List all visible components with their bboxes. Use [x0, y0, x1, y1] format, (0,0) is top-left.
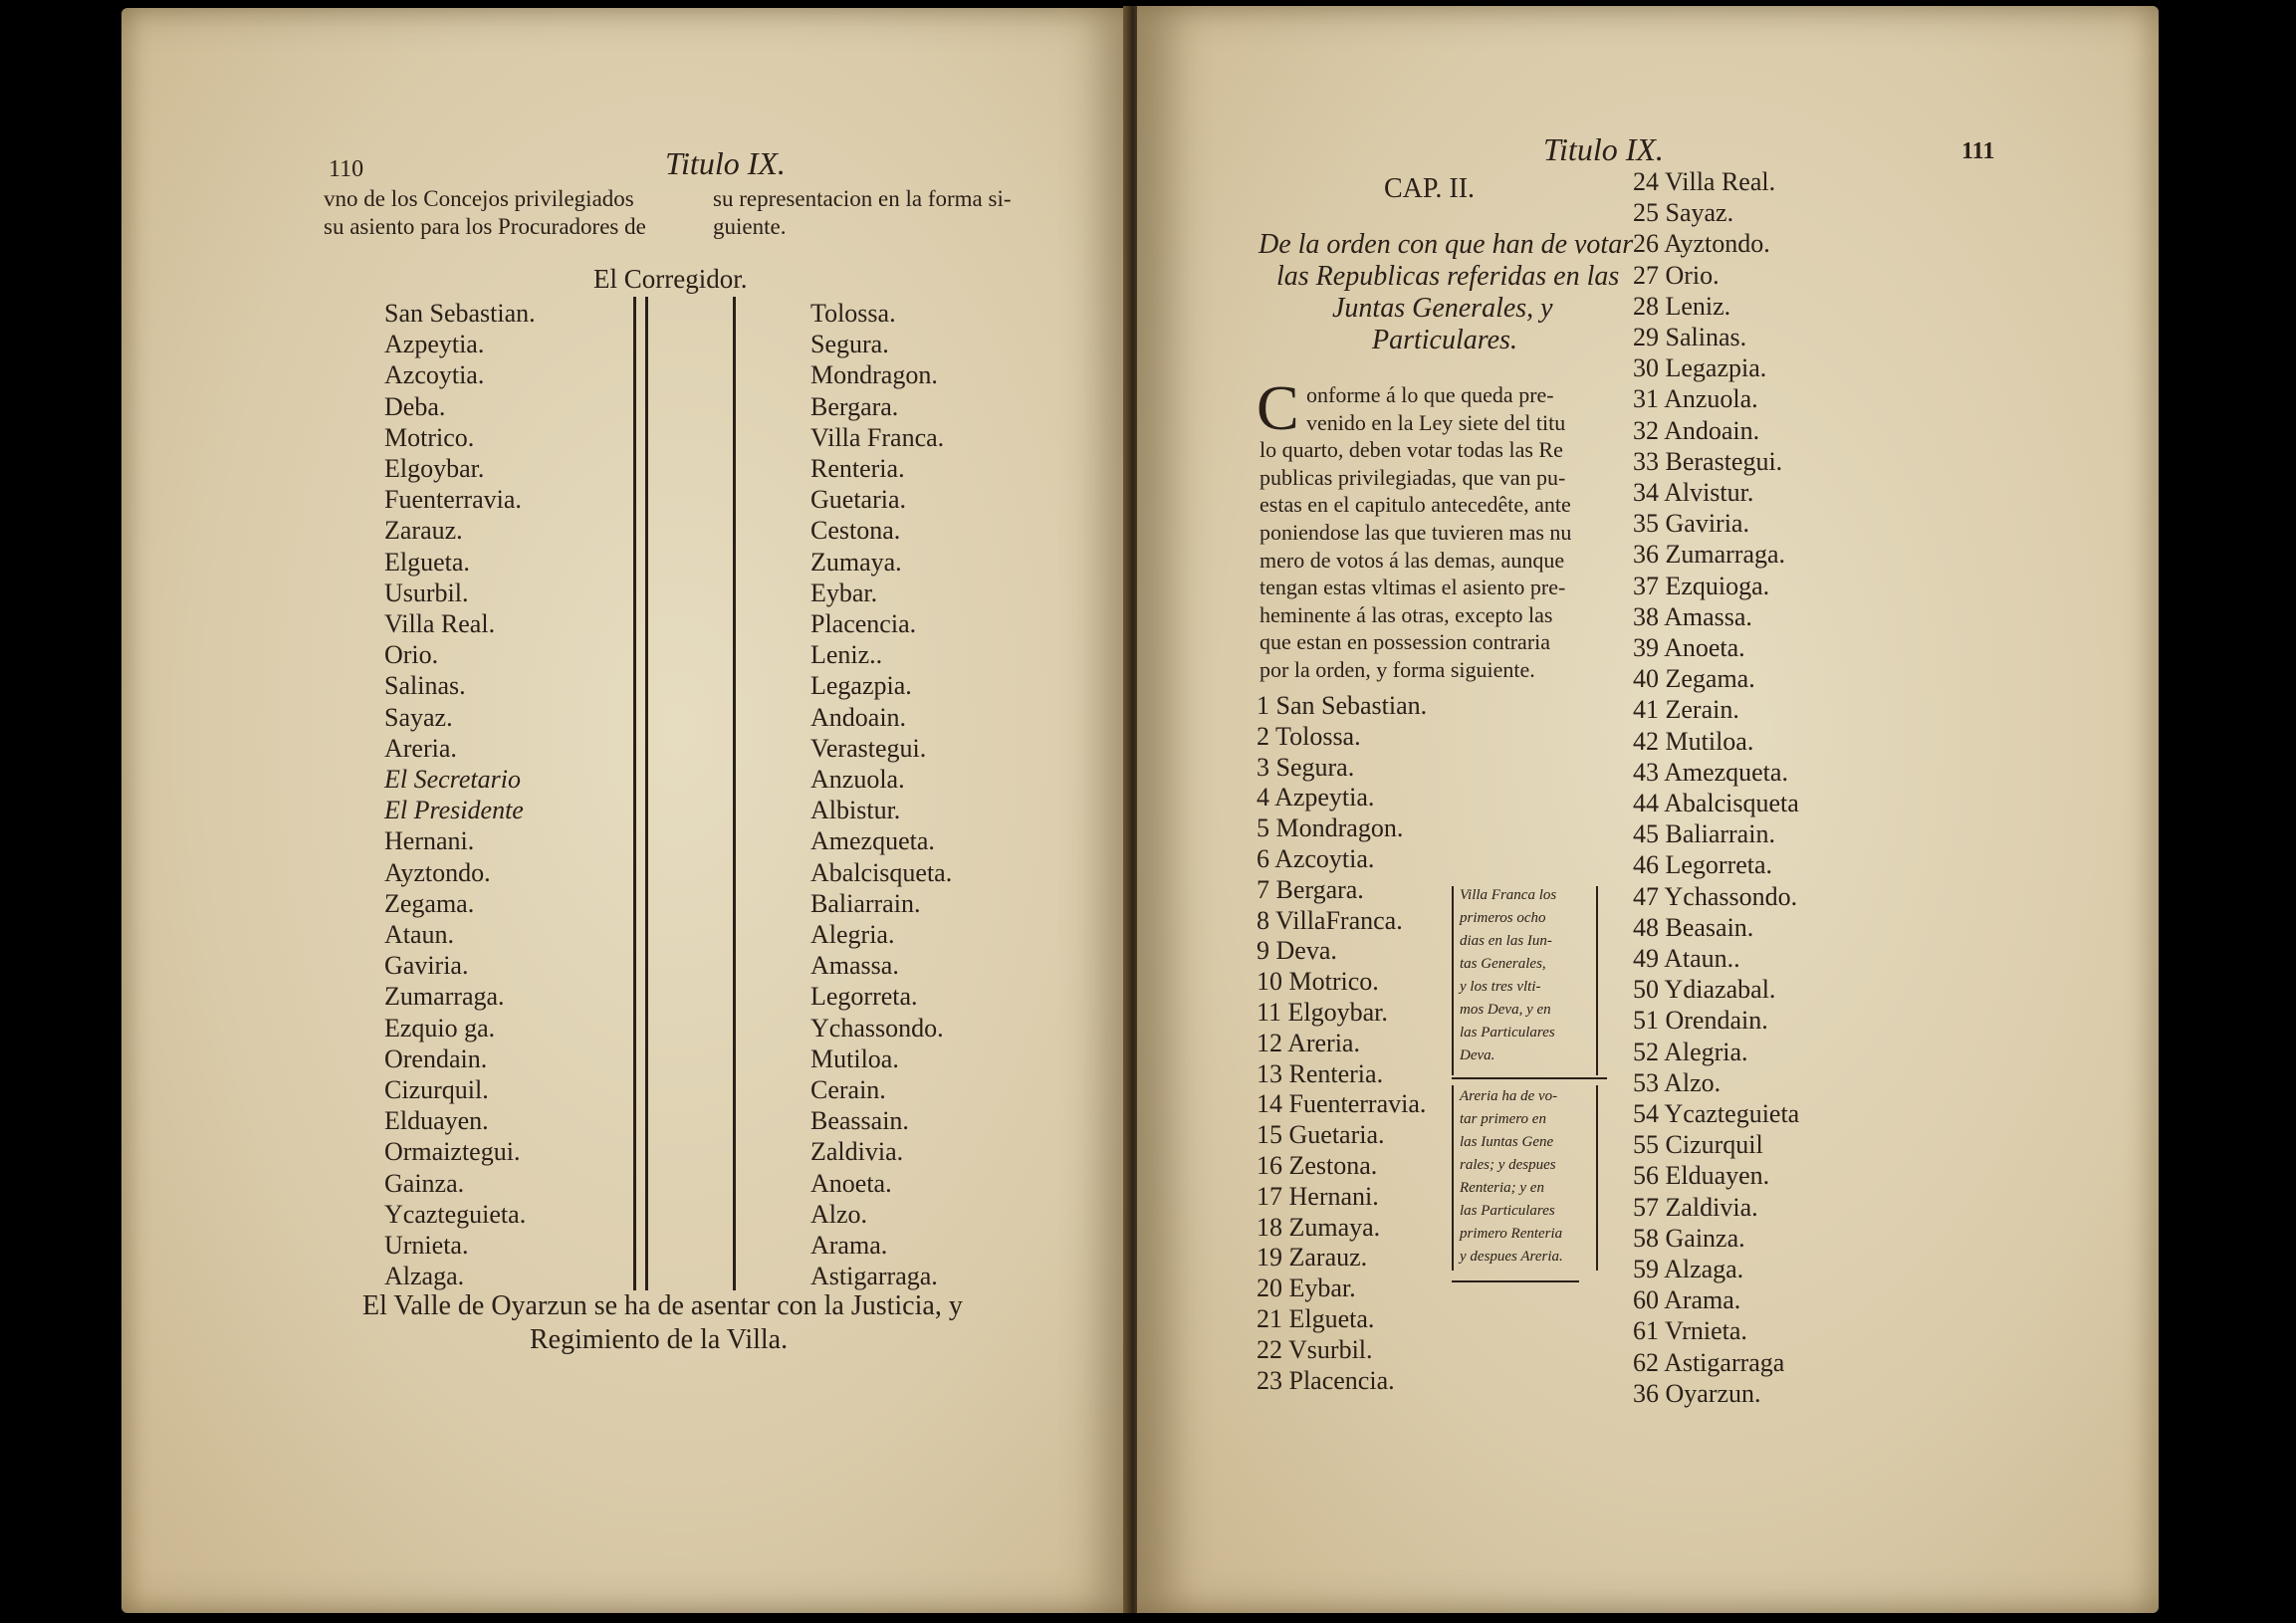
list-item: Areria.	[384, 733, 457, 763]
list-item: 31 Anzuola.	[1633, 384, 1758, 414]
list-item: Albistur.	[810, 796, 901, 825]
margin-note-areria	[1460, 1085, 1563, 1269]
body-line: poniendose las que tuvieren mas nu	[1260, 520, 1572, 545]
list-item: 43 Amezqueta.	[1633, 757, 1788, 787]
list-item: Amassa.	[810, 951, 899, 981]
list-item: Zumarraga.	[384, 982, 505, 1012]
list-item: 55 Cizurquil	[1633, 1130, 1763, 1160]
list-item: 50 Ydiazabal.	[1633, 975, 1776, 1005]
column-rule	[633, 297, 636, 1290]
chapter-title-line: las Republicas referidas en las	[1276, 261, 1620, 292]
chapter-title-line: Juntas Generales, y	[1332, 293, 1553, 324]
list-item: 24 Villa Real.	[1633, 167, 1776, 196]
note-line: y los tres vlti-	[1460, 979, 1541, 995]
margin-note-villafranca	[1460, 884, 1556, 1067]
list-item: Zumaya.	[810, 547, 902, 577]
list-item: 32 Andoain.	[1633, 415, 1760, 445]
list-item: El Secretario	[384, 765, 521, 794]
list-item: 18 Zumaya.	[1257, 1212, 1381, 1242]
intro-line: guiente.	[713, 214, 787, 239]
list-item: Ychassondo.	[810, 1013, 944, 1043]
note-line: Deva.	[1460, 1047, 1495, 1063]
body-line: lo quarto, deben votar todas las Re	[1260, 437, 1563, 463]
list-item: Legazpia.	[810, 671, 912, 701]
column-rule	[733, 297, 736, 1290]
list-item: 41 Zerain.	[1633, 695, 1739, 725]
list-item: 20 Eybar.	[1257, 1274, 1356, 1303]
list-item: Anzuola.	[810, 765, 905, 794]
list-item: Amezqueta.	[810, 826, 935, 856]
footer-line: El Valle de Oyarzun se ha de asentar con la Justicia, y	[362, 1290, 963, 1321]
list-item: 54 Ycazteguieta	[1633, 1099, 1800, 1128]
list-item: 36 Zumarraga.	[1633, 540, 1786, 570]
list-item: 14 Fuenterravia.	[1257, 1089, 1427, 1119]
list-item: 46 Legorreta.	[1633, 850, 1773, 880]
note-rule	[1452, 886, 1454, 1075]
note-line: Villa Franca los	[1460, 887, 1557, 903]
note-line: Renteria; y en	[1460, 1180, 1544, 1196]
list-item: Beassain.	[810, 1106, 909, 1136]
list-item: 45 Baliarrain.	[1633, 819, 1775, 849]
note-line: las Particulares	[1460, 1025, 1555, 1041]
list-item: 57 Zaldivia.	[1633, 1192, 1758, 1222]
list-item: 29 Salinas.	[1633, 323, 1747, 351]
list-item: 9 Deva.	[1257, 936, 1337, 966]
list-item: 8 VillaFranca.	[1257, 905, 1403, 935]
list-item: 42 Mutiloa.	[1633, 726, 1754, 756]
note-line: tas Generales,	[1460, 956, 1546, 972]
list-item: Mutiloa.	[810, 1043, 899, 1073]
list-item: Tolossa.	[810, 299, 896, 328]
list-item: 17 Hernani.	[1257, 1181, 1379, 1211]
list-item: Guetaria.	[810, 485, 907, 515]
note-line: Areria ha de vo-	[1460, 1088, 1558, 1104]
body-line: por la orden, y forma siguiente.	[1260, 657, 1535, 682]
list-item: Gaviria.	[384, 951, 469, 981]
note-rule	[1452, 1077, 1607, 1079]
list-item: 61 Vrnieta.	[1633, 1316, 1747, 1346]
list-item: 2 Tolossa.	[1257, 721, 1361, 751]
list-item: Fuenterravia.	[384, 485, 522, 515]
list-item: Salinas.	[384, 671, 466, 701]
note-line: las Iuntas Gene	[1460, 1134, 1554, 1150]
list-item: Verastegui.	[810, 733, 927, 763]
note-rule	[1452, 1280, 1579, 1282]
list-item: 10 Motrico.	[1257, 967, 1379, 997]
note-line: las Particulares	[1460, 1203, 1555, 1219]
list-item: Elgoybar.	[384, 454, 485, 483]
intro-line: su representacion en la forma si-	[713, 186, 1012, 211]
body-line: onforme á lo que queda pre-	[1306, 382, 1554, 407]
list-item: 3 Segura.	[1257, 752, 1355, 782]
note-line: dias en las Iun-	[1460, 933, 1552, 949]
body-line: mero de votos á las demas, aunque	[1260, 547, 1565, 573]
list-item: Abalcisqueta.	[810, 857, 953, 887]
list-item: 7 Bergara.	[1257, 874, 1364, 904]
list-item: Villa Franca.	[810, 422, 945, 452]
list-item: Placencia.	[810, 609, 917, 638]
list-item: Ataun.	[384, 920, 455, 949]
running-head-left: Titulo IX.	[665, 145, 786, 181]
list-item: Ormaiztegui.	[384, 1137, 521, 1167]
note-line: primeros ocho	[1460, 910, 1546, 926]
list-item: 4 Azpeytia.	[1257, 783, 1375, 812]
list-item: Hernani.	[384, 826, 475, 856]
list-item: Legorreta.	[810, 982, 918, 1012]
list-item: Zarauz.	[384, 516, 463, 546]
list-item: Ayztondo.	[384, 857, 491, 887]
list-item: Sayaz.	[384, 702, 453, 732]
list-item: Arama.	[810, 1231, 888, 1260]
list-item: Deba.	[384, 391, 446, 421]
body-line: que estan en possession contraria	[1260, 629, 1551, 655]
page-number-left: 110	[329, 156, 364, 182]
list-item: Zegama.	[384, 888, 475, 918]
corregidor-heading: El Corregidor.	[593, 264, 748, 294]
list-item: Orio.	[384, 640, 439, 670]
list-item: Usurbil.	[384, 578, 469, 607]
list-item: Renteria.	[810, 454, 905, 483]
intro-line: su asiento para los Procuradores de	[324, 214, 646, 239]
column-rule	[645, 297, 648, 1290]
list-item: 16 Zestona.	[1257, 1151, 1378, 1180]
list-item: 22 Vsurbil.	[1257, 1334, 1373, 1364]
list-item: Azcoytia.	[384, 360, 485, 390]
footer-line: Regimiento de la Villa.	[530, 1324, 789, 1355]
drop-cap: C	[1257, 372, 1299, 443]
list-item: Motrico.	[384, 422, 475, 452]
list-item: Cizurquil.	[384, 1075, 489, 1104]
list-item: Villa Real.	[384, 609, 496, 638]
list-item: 19 Zarauz.	[1257, 1243, 1368, 1273]
list-item: Ezquio ga.	[384, 1013, 496, 1043]
note-line: rales; y despues	[1460, 1157, 1556, 1173]
list-item: Urnieta.	[384, 1231, 469, 1260]
note-rule	[1596, 1085, 1598, 1271]
intro-line: vno de los Concejos privilegiados	[324, 186, 634, 211]
list-item: 13 Renteria.	[1257, 1058, 1384, 1088]
list-item: Leniz..	[810, 640, 883, 670]
note-rule	[1596, 886, 1598, 1075]
body-line: venido en la Ley siete del titu	[1306, 409, 1566, 435]
body-line: tengan estas vltimas el asiento pre-	[1260, 575, 1566, 600]
list-item: Cerain.	[810, 1075, 886, 1104]
list-item: 51 Orendain.	[1633, 1006, 1768, 1036]
list-item: Astigarraga.	[810, 1262, 938, 1291]
list-item: 48 Beasain.	[1633, 912, 1754, 942]
page-number-right: 111	[1961, 138, 1995, 164]
list-item: 1 San Sebastian.	[1257, 691, 1428, 720]
list-item: Ycazteguieta.	[384, 1199, 527, 1229]
list-item: 34 Alvistur.	[1633, 478, 1754, 507]
list-item: 35 Gaviria.	[1633, 509, 1749, 539]
list-item: Anoeta.	[810, 1168, 892, 1198]
list-item: Gainza.	[384, 1168, 465, 1198]
list-item: 28 Leniz.	[1633, 291, 1731, 321]
list-item: 58 Gainza.	[1633, 1223, 1745, 1253]
list-item: 23 Placencia.	[1257, 1365, 1395, 1395]
list-item: Alzaga.	[384, 1262, 465, 1291]
list-item: El Presidente	[384, 796, 524, 825]
list-item: 12 Areria.	[1257, 1028, 1360, 1057]
list-item: 36 Oyarzun.	[1633, 1378, 1761, 1408]
list-item: 59 Alzaga.	[1633, 1255, 1744, 1283]
list-item: 11 Elgoybar.	[1257, 998, 1388, 1027]
note-line: tar primero en	[1460, 1111, 1546, 1127]
note-line: mos Deva, y en	[1460, 1002, 1551, 1018]
list-item: 38 Amassa.	[1633, 601, 1752, 631]
list-item: 40 Zegama.	[1633, 664, 1755, 694]
list-item: 21 Elgueta.	[1257, 1304, 1375, 1333]
running-head-right: Titulo IX.	[1543, 131, 1664, 167]
list-item: Baliarrain.	[810, 888, 921, 918]
list-item: 39 Anoeta.	[1633, 633, 1745, 662]
list-item: Zaldivia.	[810, 1137, 904, 1167]
body-line: publicas privilegiadas, que van pu-	[1260, 464, 1566, 490]
list-item: 60 Arama.	[1633, 1285, 1741, 1315]
list-item: Orendain.	[384, 1043, 488, 1073]
list-item: 44 Abalcisqueta	[1633, 789, 1799, 817]
list-item: 25 Sayaz.	[1633, 198, 1734, 228]
chapter-number: CAP. II.	[1384, 173, 1476, 204]
list-item: Cestona.	[810, 516, 901, 546]
list-item: 49 Ataun..	[1633, 944, 1740, 973]
list-item: 52 Alegria.	[1633, 1037, 1748, 1066]
list-item: 27 Orio.	[1633, 260, 1720, 290]
list-item: San Sebastian.	[384, 299, 536, 328]
chapter-title-line: De la orden con que han de votar	[1259, 229, 1634, 260]
note-rule	[1452, 1085, 1454, 1271]
body-line: heminente á las otras, excepto las	[1260, 601, 1553, 627]
list-item: Elduayen.	[384, 1106, 489, 1136]
list-item: Azpeytia.	[384, 330, 485, 359]
list-item: 6 Azcoytia.	[1257, 844, 1375, 873]
list-item: Alzo.	[810, 1199, 868, 1229]
list-item: 62 Astigarraga	[1633, 1347, 1785, 1377]
list-item: Bergara.	[810, 391, 899, 421]
list-item: 15 Guetaria.	[1257, 1120, 1385, 1150]
body-line: estas en el capitulo antecedête, ante	[1260, 492, 1571, 518]
list-item: 37 Ezquioga.	[1633, 571, 1770, 600]
list-item: 53 Alzo.	[1633, 1067, 1722, 1097]
note-line: y despues Areria.	[1460, 1249, 1563, 1265]
left-page	[121, 8, 1132, 1613]
list-item: Segura.	[810, 330, 889, 359]
list-item: 30 Legazpia.	[1633, 353, 1767, 383]
list-item: 33 Berastegui.	[1633, 446, 1783, 476]
list-item: Eybar.	[810, 578, 878, 607]
list-item: 5 Mondragon.	[1257, 813, 1404, 843]
list-item: Alegria.	[810, 920, 895, 949]
list-item: Elgueta.	[384, 547, 470, 577]
chapter-title-line: Particulares.	[1372, 325, 1517, 355]
list-item: 56 Elduayen.	[1633, 1161, 1770, 1191]
list-item: Andoain.	[810, 702, 907, 732]
note-line: primero Renteria	[1460, 1226, 1563, 1242]
list-item: 26 Ayztondo.	[1633, 229, 1770, 259]
list-item: Mondragon.	[810, 360, 938, 390]
list-item: 47 Ychassondo.	[1633, 881, 1798, 911]
